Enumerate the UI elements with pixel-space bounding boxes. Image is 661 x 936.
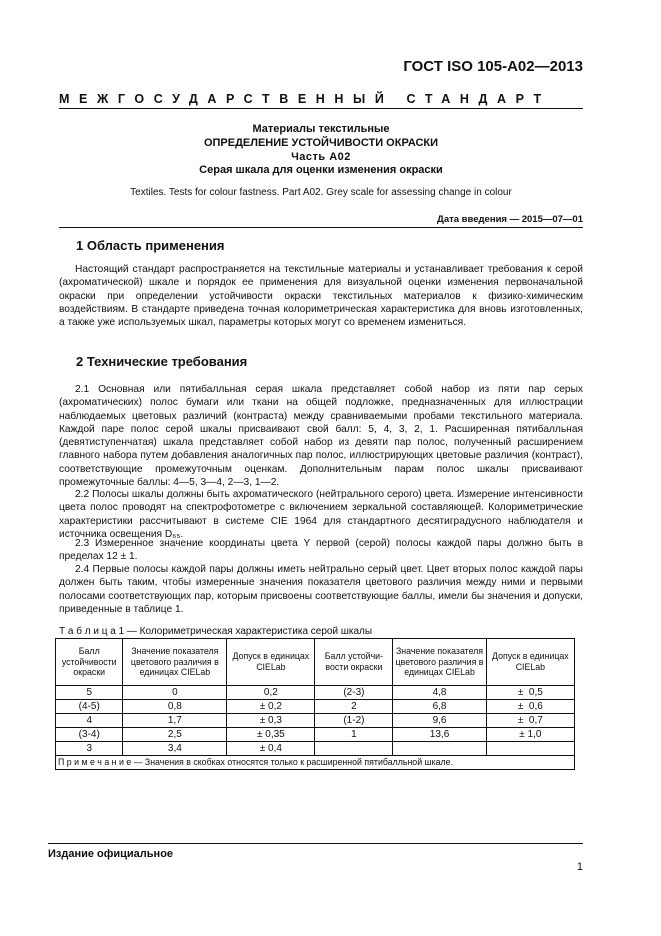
table-note-row <box>56 756 575 770</box>
table-cell: 1,7 <box>123 714 227 728</box>
table-cell: 0,8 <box>123 700 227 714</box>
table-cell: 2,5 <box>123 728 227 742</box>
table-header-cell: Значение показателя цветового различия в единицах CIELab <box>123 639 227 686</box>
table-cell: (4-5) <box>56 700 123 714</box>
table-header-cell: Значение показателя цветового различия в единицах CIELab <box>393 639 486 686</box>
table-header-cell: Допуск в единицах CIELab <box>486 639 574 686</box>
section-1-heading: 1 Область применения <box>76 238 225 253</box>
edition-label: Издание официальное <box>48 848 174 860</box>
table-cell: (2-3) <box>315 686 393 700</box>
table-cell: 1 <box>315 728 393 742</box>
standard-type-band: МЕЖГОСУДАРСТВЕННЫЙ СТАНДАРТ <box>59 92 551 106</box>
table-header-row <box>56 639 575 686</box>
table-cell: ± 0,35 <box>227 728 315 742</box>
table-cell: ± 0,2 <box>227 700 315 714</box>
table-cell <box>486 742 574 756</box>
table-cell: 0,2 <box>227 686 315 700</box>
table-cell: 3,4 <box>123 742 227 756</box>
table-cell: 6,8 <box>393 700 486 714</box>
table-cell: 0 <box>123 686 227 700</box>
colorimetric-table <box>55 638 575 770</box>
clause-2-2: 2.2 Полосы шкалы должны быть ахроматического (нейтрального серого) цвета. Измерение интенсивности цвета полос проводят на спектрофотометре с включением зеркальной составляющей. Колориметрические характеристики рассчитывают в системе CIE 1964 для стандартного десятиградусного наблюдателя и источника освещения D₆₅. <box>59 489 583 540</box>
table-cell: (3-4) <box>56 728 123 742</box>
table-cell: 5 <box>56 686 123 700</box>
section-1-paragraph: Настоящий стандарт распространяется на текстильные материалы и устанавливает требования к серой (ахроматической) шкале и порядок ее применения для визуальной оценки изменения первоначальной окраски при определении устойчивости окраски текстильных материалов к физико-химическим воздействиям. В стандарте приведена точная колориметрическая характеристика для вновь изготовленных, а также уже используемых шкал, параметры которых могут со временем измениться. <box>59 264 583 329</box>
english-title: Textiles. Tests for colour fastness. Part A02. Grey scale for assessing change in colour <box>130 187 512 198</box>
table-header-cell: Балл устойчивости окраски <box>315 639 393 686</box>
document-code: ГОСТ ISO 105-A02—2013 <box>403 58 583 75</box>
introduction-date: Дата введения — 2015—07—01 <box>437 214 583 225</box>
section-2-heading: 2 Технические требования <box>76 354 248 369</box>
table-cell: 9,6 <box>393 714 486 728</box>
table-caption: Т а б л и ц а 1 — Колориметрическая характеристика серой шкалы <box>59 626 373 637</box>
title-line-1: Материалы текстильные <box>252 123 390 135</box>
table-cell: ± 0,5 <box>486 686 574 700</box>
clause-2-4: 2.4 Первые полосы каждой пары должны иметь нейтрально серый цвет. Цвет вторых полос каждой пары должен быть таким, чтобы измеренные значения показателя цветового различия между ними и первыми полосами соответствующих пар, которым присвоены соответствующие баллы, имели бы значения и допуски, приведенные в таблице 1. <box>59 564 583 615</box>
date-divider <box>59 227 583 228</box>
table-cell: 4 <box>56 714 123 728</box>
table-row <box>56 686 575 700</box>
table-note: П р и м е ч а н и е — Значения в скобках относятся только к расширенной пятибалльной шкале. <box>56 756 575 770</box>
table-cell: (1-2) <box>315 714 393 728</box>
table-row <box>56 742 575 756</box>
table-row <box>56 728 575 742</box>
table-cell: 13,6 <box>393 728 486 742</box>
table-cell: ± 0,7 <box>486 714 574 728</box>
table-header-cell: Допуск в единицах CIELab <box>227 639 315 686</box>
table-header-cell: Балл устойчивости окраски <box>56 639 123 686</box>
table-cell: 4,8 <box>393 686 486 700</box>
page-number: 1 <box>576 861 583 873</box>
table-cell: 2 <box>315 700 393 714</box>
table-cell <box>315 742 393 756</box>
clause-2-3: 2.3 Измеренное значение координаты цвета Y первой (серой) полосы каждой пары должно быть в пределах 12 ± 1. <box>59 538 583 563</box>
header-divider <box>59 108 583 109</box>
table-cell: ± 0,4 <box>227 742 315 756</box>
table-row <box>56 714 575 728</box>
table-cell: ± 1,0 <box>486 728 574 742</box>
clause-2-1: 2.1 Основная или пятибалльная серая шкала представляет собой набор из пяти пар серых (ахроматических) полос бумаги или ткани на общей подложке, предназначенных для иллюстрации наблюдаемых цветовых различий (контраста) между сравниваемыми пробами текстильного материала. Каждой паре полос серой шкалы присваивают свой балл: 5, 4, 3, 2, 1. Расширенная пятибалльная (девятиступенчатая) шкала представляет собой набор из девяти пар полос, полученный расширением главного набора путем добавления аналогичных пар полос, иллюстрирующих цветовые различия (контраст), соответствующие промежуточным оценкам. Дополнительным парам полос шкалы присваивают промежуточные баллы: 4—5, 3—4, 2—3, 1—2. <box>59 384 583 489</box>
title-line-4: Серая шкала для оценки изменения окраски <box>199 164 443 176</box>
table-row <box>56 700 575 714</box>
title-line-2: ОПРЕДЕЛЕНИЕ УСТОЙЧИВОСТИ ОКРАСКИ <box>203 137 439 149</box>
table-cell <box>393 742 486 756</box>
table-cell: ± 0,6 <box>486 700 574 714</box>
title-line-3: Часть A02 <box>291 151 351 163</box>
table-cell: ± 0,3 <box>227 714 315 728</box>
footer-divider <box>48 843 583 844</box>
table-cell: 3 <box>56 742 123 756</box>
